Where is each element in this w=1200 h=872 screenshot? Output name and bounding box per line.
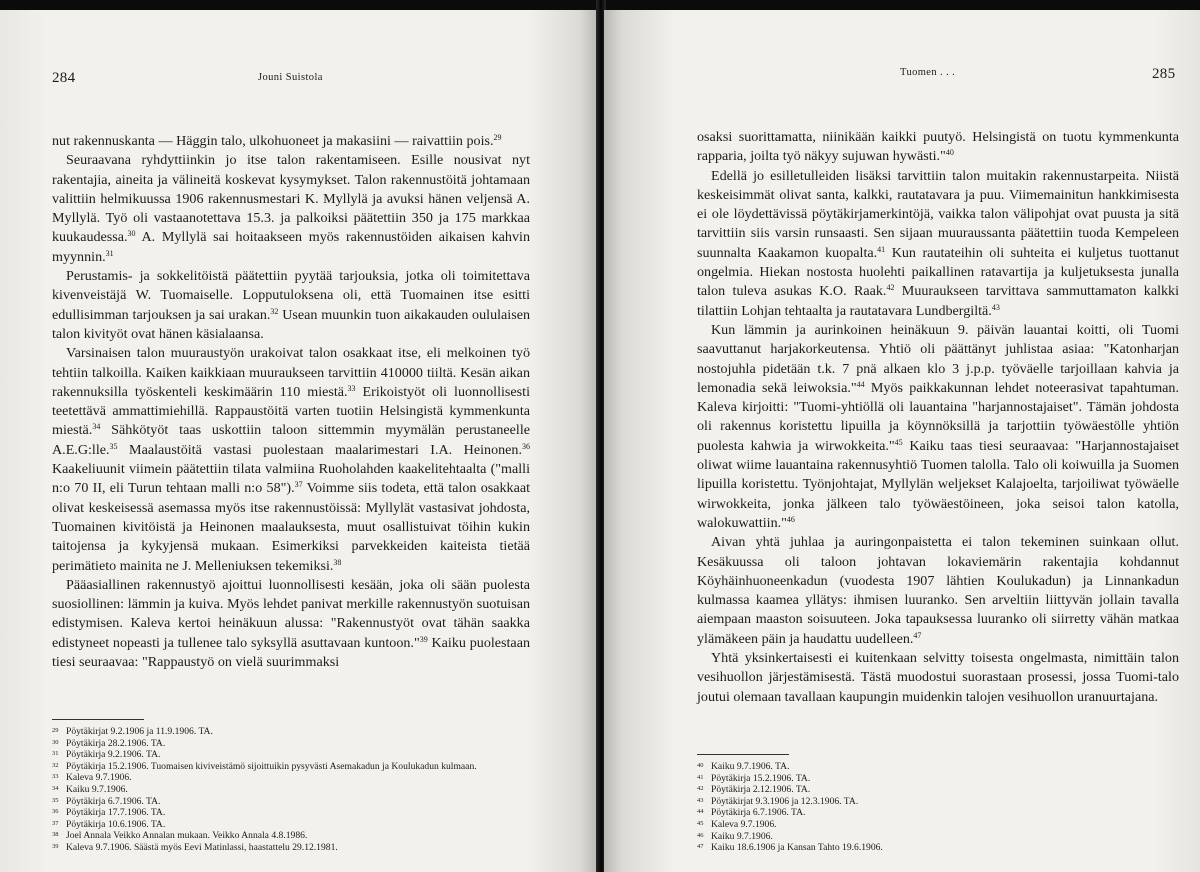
footnote-reference: 30: [127, 229, 136, 239]
footnote-number: 30: [52, 738, 59, 746]
footnote-text: Pöytäkirja 2.12.1906. TA.: [711, 784, 811, 796]
footnote-number: 45: [697, 819, 704, 827]
paragraph: [697, 649, 1179, 707]
footnote-reference: 33: [347, 383, 356, 393]
footnote-reference: 42: [886, 283, 895, 293]
footnote-reference: 41: [877, 244, 886, 254]
footnote-reference: 29: [493, 133, 502, 142]
footnote-text: Pöytäkirjat 9.2.1906 ja 11.9.1906. TA.: [66, 726, 213, 737]
footnote-text: Kaiku 9.7.1906.: [711, 830, 773, 842]
footnote-rule-right: [697, 754, 789, 755]
paragraph-text: Kun lämmin ja aurinkoinen heinäkuun 9. päivän lauantai koitti, oli Tuomi saavuttanut harjakorkeutensa. Yhtiö oli päättänyt juhlistaa asiaa: "Katonharjan nostojuhla pidetään t.k. 7 pnä alkaen klo 3 j.p.p. työväelle tarjoillaan kahvia ja lemonadia sekä leiwoksia.": [697, 321, 1179, 396]
footnote-text: Kaleva 9.7.1906.: [711, 818, 777, 830]
footnote-text: Kaleva 9.7.1906. Säästä myös Eevi Matinlassi, haastattelu 29.12.1981.: [66, 841, 338, 853]
footnote-rule-left: [52, 719, 144, 720]
right-page: [604, 10, 1200, 872]
paragraph: [697, 533, 1179, 649]
footnote-number: 36: [52, 808, 59, 816]
footnote-number: 44: [697, 808, 704, 816]
footnote-number: 41: [697, 773, 704, 781]
footnote-reference: 47: [913, 630, 922, 640]
paragraph-text: Perustamis- ja sokkelitöistä päätettiin pyytää tarjouksia, jotka oli toimitettava kivenveistäjä W. Tuomaiselle. Lopputuloksena oli, että Tuomainen itse esitti edullisimman tarjouksen ja sai urakan.: [52, 268, 530, 323]
paragraph-text: Yhtä yksinkertaisesti ei kuitenkaan selvitty toisesta ongelmasta, nimittäin talon vesihuollon järjestämisestä. Tästä muodostui suorastaan prosessi, jossa Tuomi-talo joutui olemaan tavallaan kaupungin muidenkin talojen vesihuollon uranuurtajana.: [697, 650, 1179, 705]
paragraph-text: Myös paikkakunnan lehdet noteerasivat tapahtuman. Kaleva kirjoitti: "Tuomi-yhtiöllä oli lauantaina "harjannostajaiset". Tämän johdosta oli rakennus koristettu lipuilla ja köynnöksillä ja tarjottiin työwäestölle yhtiön puolesta kahwia ja wirwokkeita.": [697, 379, 1179, 454]
footnote-reference: 39: [419, 634, 428, 644]
footnote-number: 29: [52, 727, 59, 734]
footnote-reference: 44: [856, 379, 865, 389]
footnote-item: [697, 773, 1167, 785]
paragraph-text: nut rakennuskanta — Häggin talo, ulkohuoneet ja makasiini — raivattiin pois.: [52, 133, 494, 149]
footnote-text: Joel Annala Veikko Annalan mukaan. Veikko Annala 4.8.1986.: [66, 830, 308, 842]
paragraph-text: Edellä jo esilletulleiden lisäksi tarvittiin talon muitakin rakennustarpeita. Niistä keskeisimmät olivat santa, kalkki, rautatavara ja puu. Viimemainitun hankkimisesta ei ole löydettävissä pöytäkirjamerkintöjä, vaikka talon välipohjat ovat puusta ja sitä tarvittiin siis varsin runsaasti. Sen sijaan muuraussanta päätettiin tuoda Kempeleen suunnalta Kaakamon kuopalta.: [697, 167, 1179, 261]
paragraph-text: Muuraukseen tarvittava sammuttamaton kalkki tilattiin Lohjan tehtaalta ja rautatavara Lundbergiltä.: [697, 283, 1180, 319]
paragraph: [697, 321, 1179, 533]
footnote-item: [52, 830, 536, 842]
footnotes-right: [697, 761, 1167, 854]
paragraph: [52, 576, 530, 672]
footnote-reference: 32: [270, 306, 279, 316]
footnote-text: Kaleva 9.7.1906.: [66, 772, 132, 784]
footnote-number: 32: [52, 761, 59, 769]
footnote-reference: 31: [105, 248, 114, 258]
footnote-number: 43: [697, 796, 704, 804]
running-head-left: Jouni Suistola: [258, 72, 323, 83]
footnote-reference: 36: [522, 441, 530, 451]
footnote-text: Pöytäkirja 28.2.1906. TA.: [66, 737, 166, 749]
footnote-text: Kaiku 9.7.1906. TA.: [711, 761, 790, 772]
footnote-number: 35: [52, 796, 59, 804]
footnote-item: [52, 761, 536, 773]
footnote-item: [52, 819, 536, 831]
paragraph-text: Kun rautateihin oli suhteita ei kuljetus tuottanut ongelmia. Hiekan nostosta huolehti paikallinen ratavartija ja kuljetuksesta junalla talon tuleva asukas K.O. Raak.: [697, 244, 1179, 300]
footnote-item: [697, 831, 1167, 843]
footnote-text: Pöytäkirja 15.2.1906. TA.: [711, 772, 811, 784]
paragraph: [697, 128, 1179, 167]
footnote-text: Pöytäkirjat 9.3.1906 ja 12.3.1906. TA.: [711, 795, 859, 807]
footnote-item: [52, 784, 536, 796]
paragraph-text: Pääasiallinen rakennustyö ajoittui luonnollisesti kesään, joka oli sään puolesta suosiollinen: lämmin ja kuiva. Myös lehdet panivat merkille rakennustyön suotuisan edistymisen. Kaleva kertoi heinäkuun alussa: "Rakennustyöt ovat tähän saakka edistyneet nopeasti ja tullenee talo syksyllä asuttavaan kuntoon.": [52, 576, 530, 651]
footnote-item: [697, 819, 1167, 831]
paragraph: [52, 344, 530, 576]
footnote-number: 34: [52, 784, 59, 792]
footnote-number: 38: [52, 831, 59, 839]
paragraph-text: Aivan yhtä juhlaa ja auringonpaistetta ei talon tekeminen suinkaan ollut. Kesäkuussa oli taloon johtavan lokaviemärin rakentajia kohdannut Köyhäinhuoneenkadun (vuodesta 1907 lähtien Koulukadun) ja Linnankadun kulmassa kaamea yllätys: ihmisen luuranko. Sen arveltiin liittyvän jollain tavalla aiempaan maaston soisuuteen. Joka tapauksessa luuranko oli siirretty vähän matkaa ylämäkeen päin ja haudattu uudelleen.: [697, 534, 1179, 647]
paragraph: [697, 167, 1179, 321]
footnote-text: Pöytäkirja 10.6.1906. TA.: [66, 818, 166, 830]
footnote-number: 37: [52, 819, 59, 827]
footnote-text: Pöytäkirja 6.7.1906. TA.: [711, 807, 806, 819]
footnote-number: 39: [52, 842, 59, 850]
footnote-text: Pöytäkirja 15.2.1906. Tuomaisen kiviveistämö sijoittuikin pysyvästi Asemakadun ja Koulukadun kulmaan.: [66, 760, 477, 772]
running-head-right: Tuomen . . .: [900, 67, 956, 78]
footnote-reference: 38: [333, 557, 342, 567]
paragraph-text: Kaiku taas tiesi seuraavaa: "Harjannostajaiset oliwat wiime lauantaina rakennusyhtiö Tuomen talolla. Talo oli koiwuilla ja Suomen lipuilla koristettu. Työnjohtajat, Myllylän weljekset Kalajoelta, tarjoiliwat työwäelle wirwokkeita, jonka jälkeen talo työwäestöineen, joka seisoi talon katolla, walokuwattiin.": [697, 437, 1179, 531]
paragraph-text: Seuraavana ryhdyttiinkin jo itse talon rakentamiseen. Esille nousivat nyt rakentajia, aineita ja välineitä koskevat kysymykset. Talon rakennustöitä johtamaan valittiin helmikuussa 1906 rakennusmestari K. Myllylä ja avuksi hänen veljensä A. Myllylä. Työ oli vastaanotettava 15.3. ja palkoiksi päätettiin 350 ja 175 markkaa kuukaudessa.: [52, 152, 530, 246]
body-text-right: [697, 128, 1179, 707]
paragraph-text: Usean muunkin tuon aikakauden oululaisen talon kivityöt ovat hänen käsialaansa.: [52, 306, 530, 342]
paragraph-text: Kaiku puolestaan tiesi seuraavaa: "Rappaustyö on vielä suurimmaksi: [52, 634, 530, 671]
footnote-item: [697, 842, 1167, 854]
page-number-left: 284: [52, 70, 76, 86]
footnote-reference: 45: [894, 437, 903, 447]
footnote-reference: 46: [786, 514, 795, 524]
footnote-number: 33: [52, 773, 59, 781]
footnote-item: [52, 749, 536, 761]
paragraph: [52, 267, 530, 344]
footnote-item: [52, 738, 536, 750]
footnote-reference: 37: [294, 480, 303, 490]
footnote-text: Kaiku 18.6.1906 ja Kansan Tahto 19.6.1906.: [711, 842, 883, 854]
footnote-number: 47: [697, 843, 704, 851]
paragraph: [52, 132, 530, 151]
paragraph-text: osaksi suorittamatta, niinikään kaikki puutyö. Helsingistä on tuotu kymmenkunta rapparia, joilta työ näkyy sujuwan hywästi.": [697, 129, 1179, 165]
footnote-item: [697, 796, 1167, 808]
footnote-item: [52, 726, 536, 738]
footnote-item: [52, 772, 536, 784]
footnote-item: [52, 842, 536, 854]
page-number-right: 285: [1152, 66, 1176, 82]
paragraph-text: Varsinaisen talon muuraustyön urakoivat talon osakkaat itse, eli melkoinen työ tehtiin talkoilla. Kaiken kaikkiaan muuraukseen tarvittiin 410000 tiiltä. Kesän aikan rakennuksilla työskenteli keskimäärin 110 miestä.: [52, 345, 530, 400]
paragraph-text: Voimme siis todeta, että talon osakkaat olivat keskeisessä asemassa myös itse rakennustöissä: Myllylät vastasivat johdosta, Tuomainen kivitöistä ja Heinonen maalauksesta, muut osallistuivat töihin kukin taitojensa ja kykyjensä mukaan. Esimerkiksi parvekkeiden kaiteista tietää perimätieto mainita ne J. Melleniuksen tekemiksi.: [52, 480, 531, 574]
footnote-number: 31: [52, 750, 59, 758]
footnote-number: 40: [697, 762, 704, 769]
footnote-text: Pöytäkirja 9.2.1906. TA.: [66, 749, 161, 761]
footnote-reference: 35: [109, 441, 118, 451]
footnote-item: [52, 796, 536, 808]
footnote-reference: 34: [92, 422, 101, 432]
left-page: [0, 10, 598, 872]
footnote-text: Pöytäkirja 17.7.1906. TA.: [66, 807, 166, 819]
footnote-item: [697, 807, 1167, 819]
paragraph-text: Sähkötyöt taas uskottiin taloon sittemmin myymälän perustaneelle A.E.G:lle.: [52, 422, 530, 458]
footnote-reference: 43: [991, 302, 1000, 312]
footnote-item: [52, 807, 536, 819]
footnote-item: [697, 761, 1167, 773]
footnotes-left: [52, 726, 536, 854]
paragraph-text: Erikoistyöt oli luonnollisesti teetettävä ammattimiehillä. Rappaustöitä varten tuotiin Helsingistä kymmenkunta miestä.: [52, 383, 530, 439]
footnote-number: 42: [697, 785, 704, 793]
paragraph: [52, 151, 530, 267]
footnote-text: Pöytäkirja 6.7.1906. TA.: [66, 795, 161, 807]
paragraph-text: Kaakeliuunit viimein päätettiin tilata valmiina Ruoholahden kaakelitehtaalta ("malli n:o 70 II, eli Turun tehtaan malli n:o 58").: [52, 461, 530, 497]
footnote-reference: 40: [945, 148, 954, 158]
footnote-item: [697, 784, 1167, 796]
body-text-left: [52, 132, 530, 672]
footnote-text: Kaiku 9.7.1906.: [66, 783, 128, 795]
footnote-number: 46: [697, 831, 704, 839]
paragraph-text: Maalaustöitä vastasi puolestaan maalarimestari I.A. Heinonen.: [117, 441, 522, 458]
paragraph-text: A. Myllylä sai hoitaakseen myös rakennustöiden aikaisen kahvin myynnin.: [52, 229, 530, 265]
